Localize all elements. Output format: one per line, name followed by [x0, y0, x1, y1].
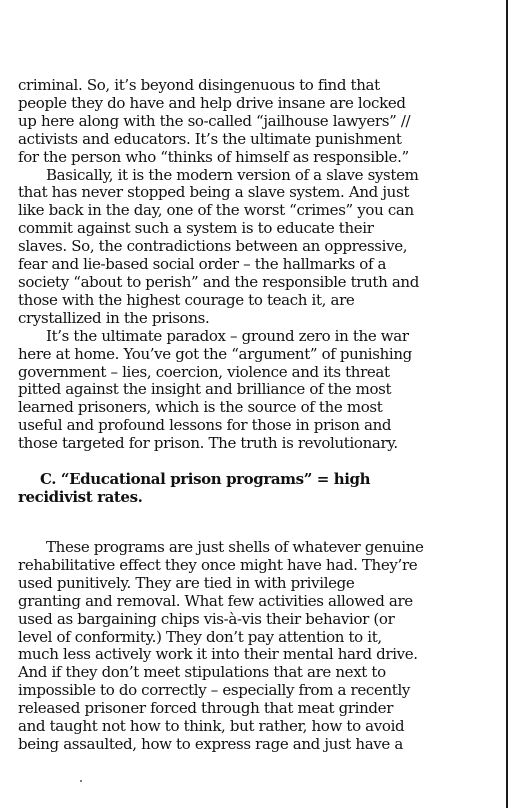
paragraph-2 [18, 167, 438, 328]
text-line: pitted against the insight and brilliance of the most [18, 380, 392, 399]
text-line: being assaulted, how to express rage and just have a [18, 735, 403, 753]
text-line: and taught not how to think, but rather, how to avoid [18, 717, 405, 736]
text-line: criminal. So, it’s beyond disingenuous to find that [18, 76, 380, 94]
text-line: fear and lie-based social order – the hallmarks of a [18, 255, 387, 274]
page-edge-rule [506, 0, 508, 808]
text-line: Basically, it is the modern version of a slave system [46, 165, 419, 184]
text-line: like back in the day, one of the worst “crimes” you can [18, 201, 414, 220]
text-line: society “about to perish” and the responsible truth and [18, 272, 419, 291]
text-line: crystallized in the prisons. [18, 308, 210, 327]
text-line: It’s the ultimate paradox – ground zero in the war [46, 326, 409, 345]
text-line: slaves. So, the contradictions between an oppressive, [18, 237, 408, 256]
text-line: used punitively. They are tied in with privilege [18, 573, 355, 592]
text-line: granting and removal. What few activities allowed are [18, 591, 413, 610]
text-line: for the person who “thinks of himself as responsible.” [18, 147, 409, 166]
text-line: that has never stopped being a slave system. And just [18, 183, 409, 202]
text-line: And if they don’t meet stipulations that are next to [18, 663, 386, 682]
section-heading-line: recidivist rates. [18, 488, 143, 507]
text-line: level of conformity.) They don’t pay attention to it, [18, 627, 382, 646]
section-heading-line: C. “Educational prison programs” = high [40, 470, 371, 489]
text-line: activists and educators. It’s the ultimate punishment [18, 129, 402, 148]
paragraph-4 [18, 539, 438, 754]
text-line: here at home. You’ve got the “argument” of punishing [18, 344, 412, 363]
scan-speck [80, 780, 82, 782]
body-text [18, 77, 438, 754]
text-line: used as bargaining chips vis-à-vis their behavior (or [18, 609, 395, 628]
text-line: much less actively work it into their mental hard drive. [18, 645, 418, 664]
text-line: These programs are just shells of whatever genuine [46, 538, 424, 557]
text-line: learned prisoners, which is the source of the most [18, 398, 383, 417]
text-line: those with the highest courage to teach it, are [18, 290, 355, 309]
text-line: people they do have and help drive insane are locked [18, 93, 406, 112]
text-line: commit against such a system is to educate their [18, 219, 374, 238]
text-line: useful and profound lessons for those in prison and [18, 416, 392, 435]
text-line: rehabilitative effect they once might have had. They’re [18, 555, 418, 574]
text-line: impossible to do correctly – especially from a recently [18, 681, 411, 700]
section-heading [18, 470, 438, 506]
text-line: up here along with the so-called “jailhouse lawyers” // [18, 111, 411, 130]
paragraph-1 [18, 77, 438, 167]
text-line: government – lies, coercion, violence and its threat [18, 362, 390, 381]
paragraph-3 [18, 328, 438, 453]
text-line: those targeted for prison. The truth is revolutionary. [18, 434, 398, 453]
text-line: released prisoner forced through that meat grinder [18, 699, 394, 718]
